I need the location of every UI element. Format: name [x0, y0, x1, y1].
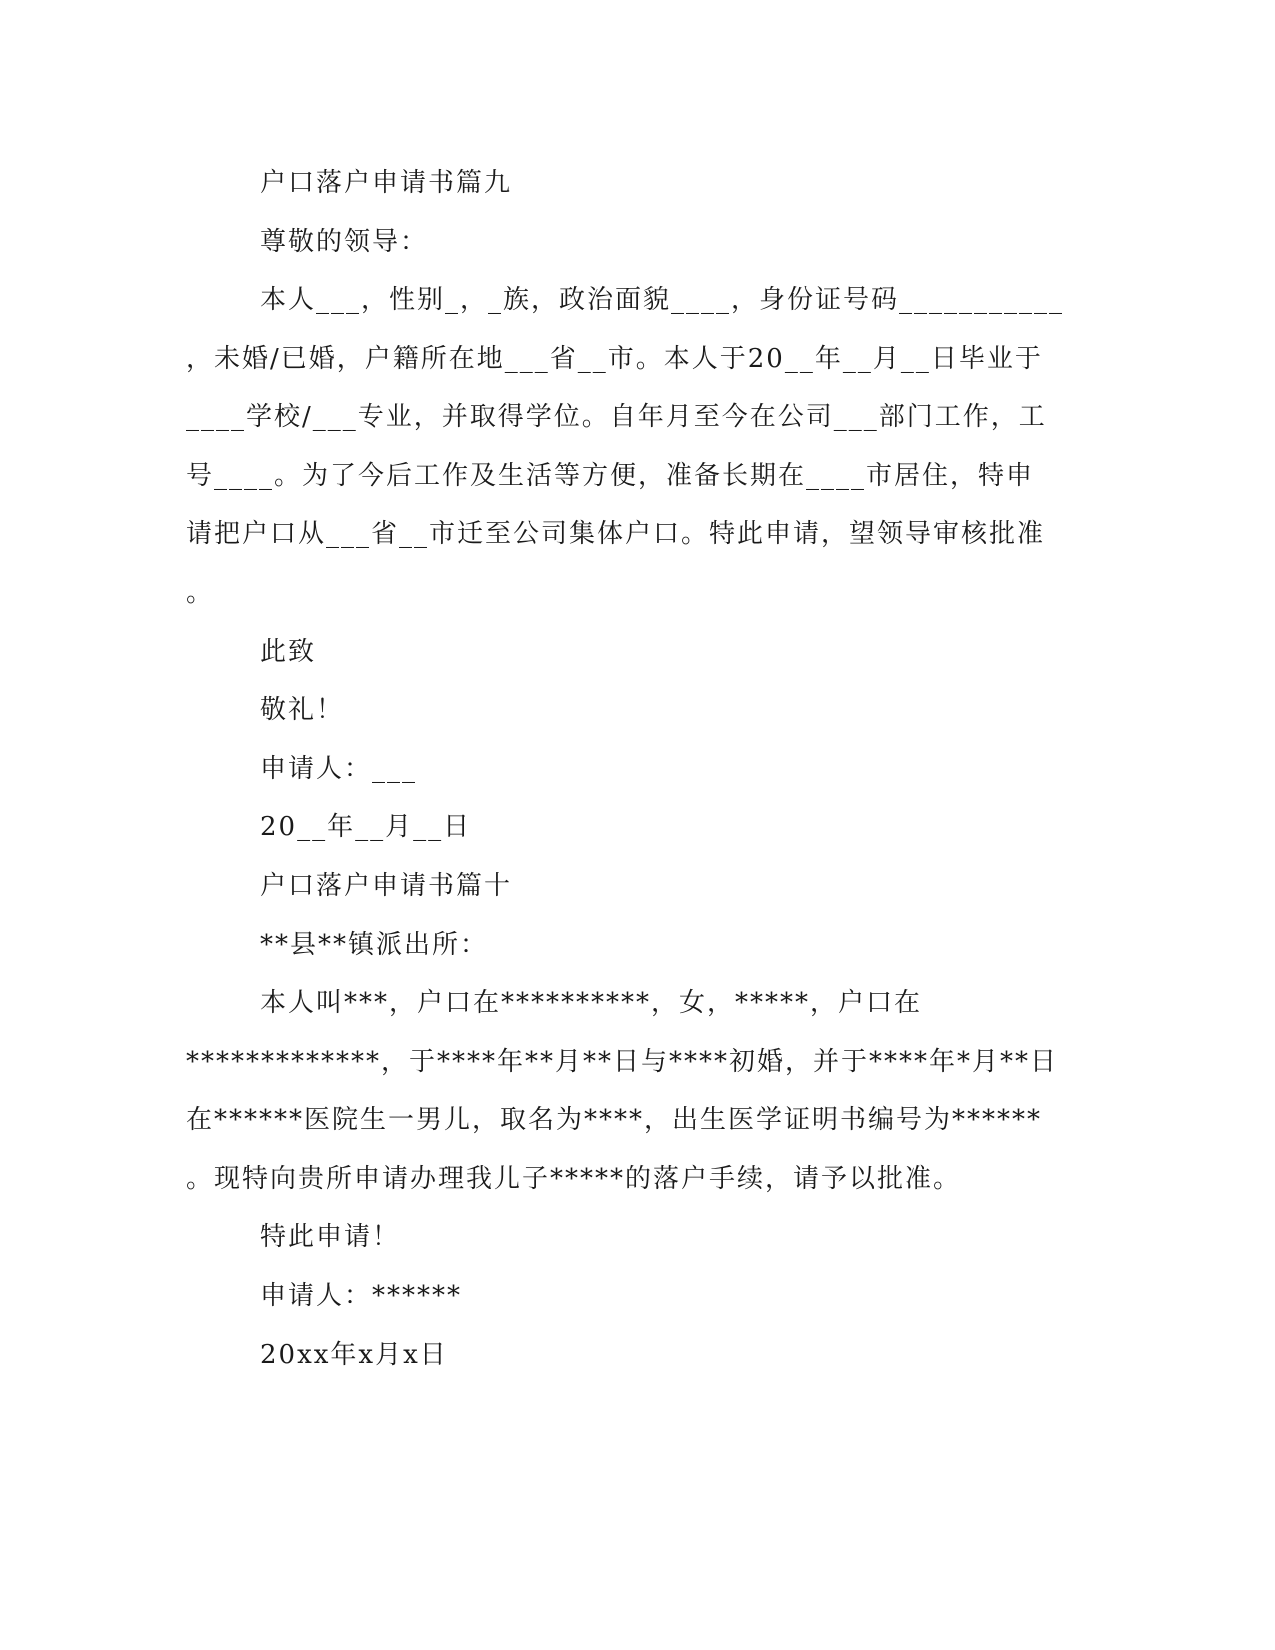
date-line: 20__年__月__日	[260, 812, 472, 842]
date-line: 20xx年x月x日	[260, 1340, 448, 1370]
body-line: 。现特向贵所申请办理我儿子*****的落户手续，请予以批准。	[186, 1164, 962, 1194]
closing-line: 敬礼！	[260, 695, 345, 725]
section-title-9: 户口落户申请书篇九	[260, 168, 513, 198]
applicant-line: 申请人：******	[260, 1281, 463, 1311]
applicant-line: 申请人：___	[260, 754, 418, 784]
body-line: 请把户口从___省__市迁至公司集体户口。特此申请，望领导审核批准	[186, 519, 1046, 549]
closing-line: 特此申请！	[260, 1222, 401, 1252]
body-line: *************，于****年**月**日与****初婚，并于****年*月**日	[186, 1047, 1059, 1077]
closing-line: 此致	[260, 637, 317, 667]
salutation: **县**镇派出所：	[260, 930, 489, 960]
salutation: 尊敬的领导：	[260, 227, 429, 257]
section-title-10: 户口落户申请书篇十	[260, 871, 513, 901]
body-line: ，未婚/已婚，户籍所在地___省__市。本人于20__年__月__日毕业于	[186, 344, 1043, 374]
body-line: 本人___，性别_，_族，政治面貌____，身份证号码___________	[260, 285, 1065, 315]
body-line: 在******医院生一男儿，取名为****，出生医学证明书编号为******	[186, 1105, 1043, 1135]
body-line: ____学校/___专业，并取得学位。自年月至今在公司___部门工作，工	[186, 402, 1047, 432]
body-line: 。	[186, 578, 215, 608]
body-line: 本人叫***，户口在**********，女，*****，户口在	[260, 988, 923, 1018]
body-line: 号____。为了今后工作及生活等方便，准备长期在____市居住，特申	[186, 461, 1035, 491]
